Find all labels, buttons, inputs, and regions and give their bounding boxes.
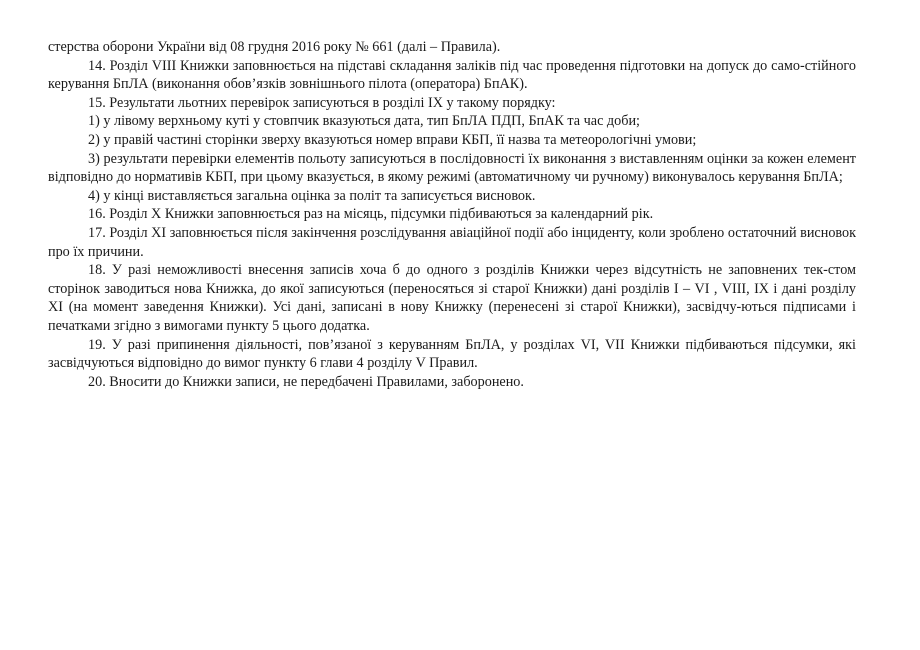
paragraph-continuation: стерства оборони України від 08 грудня 2016 року № 661 (далі – Правила). [48, 39, 501, 55]
paragraph-subitem-4: 4) у кінці виставляється загальна оцінка за політ та записується висновок. [88, 187, 536, 204]
paragraph-item-16: 16. Розділ Х Книжки заповнюється раз на місяць, підсумки підбиваються за календарний рік. [88, 206, 654, 223]
paragraph-item-19: 19. У разі припинення діяльності, пов’язаної з керуванням БпЛА, у розділах VI, VII Книжки підбиваються підсумки, які засвідчуються відповідно до вимог пункту 6 глави 4 розділу V Правил. [48, 336, 856, 372]
paragraph-item-15: 15. Результати льотних перевірок записуються в розділі ІХ у такому порядку: [88, 94, 556, 111]
paragraph-subitem-3: 3) результати перевірки елементів польоту записуються в послідовності їх виконання з виставленням оцінки за кожен елемент відповідно до нормативів КБП, при цьому вказується, в якому режимі (автоматичному чи ручному) виконувалось керування БпЛА; [48, 150, 856, 186]
paragraph-subitem-2: 2) у правій частині сторінки зверху вказуються номер вправи КБП, її назва та метеорологічні умови; [88, 131, 697, 148]
document-body [48, 38, 856, 391]
paragraph-subitem-1: 1) у лівому верхньому куті у стовпчик вказуються дата, тип БпЛА ПДП, БпАК та час доби; [88, 113, 640, 130]
paragraph-item-18: 18. У разі неможливості внесення записів хоча б до одного з розділів Книжки через відсутність не заповнених тек-стом сторінок заводиться нова Книжка, до якої записуються (переносяться зі старої Книжки) дані розділів І – VІ , VІІІ, ІХ і дані розділу ХІ (на момент заведення Книжки). Усі дані, записані в нову Книжку (перенесені зі старої Книжки), засвідчу-ються підписами і печатками згідно з вимогами пункту 5 цього додатка. [48, 262, 856, 334]
paragraph-item-20: 20. Вносити до Книжки записи, не передбачені Правилами, заборонено. [88, 373, 524, 390]
paragraph-item-17: 17. Розділ ХІ заповнюється після закінчення розслідування авіаційної події або інциденту, коли зроблено остаточний висновок про їх причини. [48, 224, 856, 260]
paragraph-item-14: 14. Розділ VIII Книжки заповнюється на підставі складання заліків під час проведення підготовки на допуск до само-стійного керування БпЛА (виконання обов’язків зовнішнього пілота (оператора) БпАК). [48, 57, 856, 93]
